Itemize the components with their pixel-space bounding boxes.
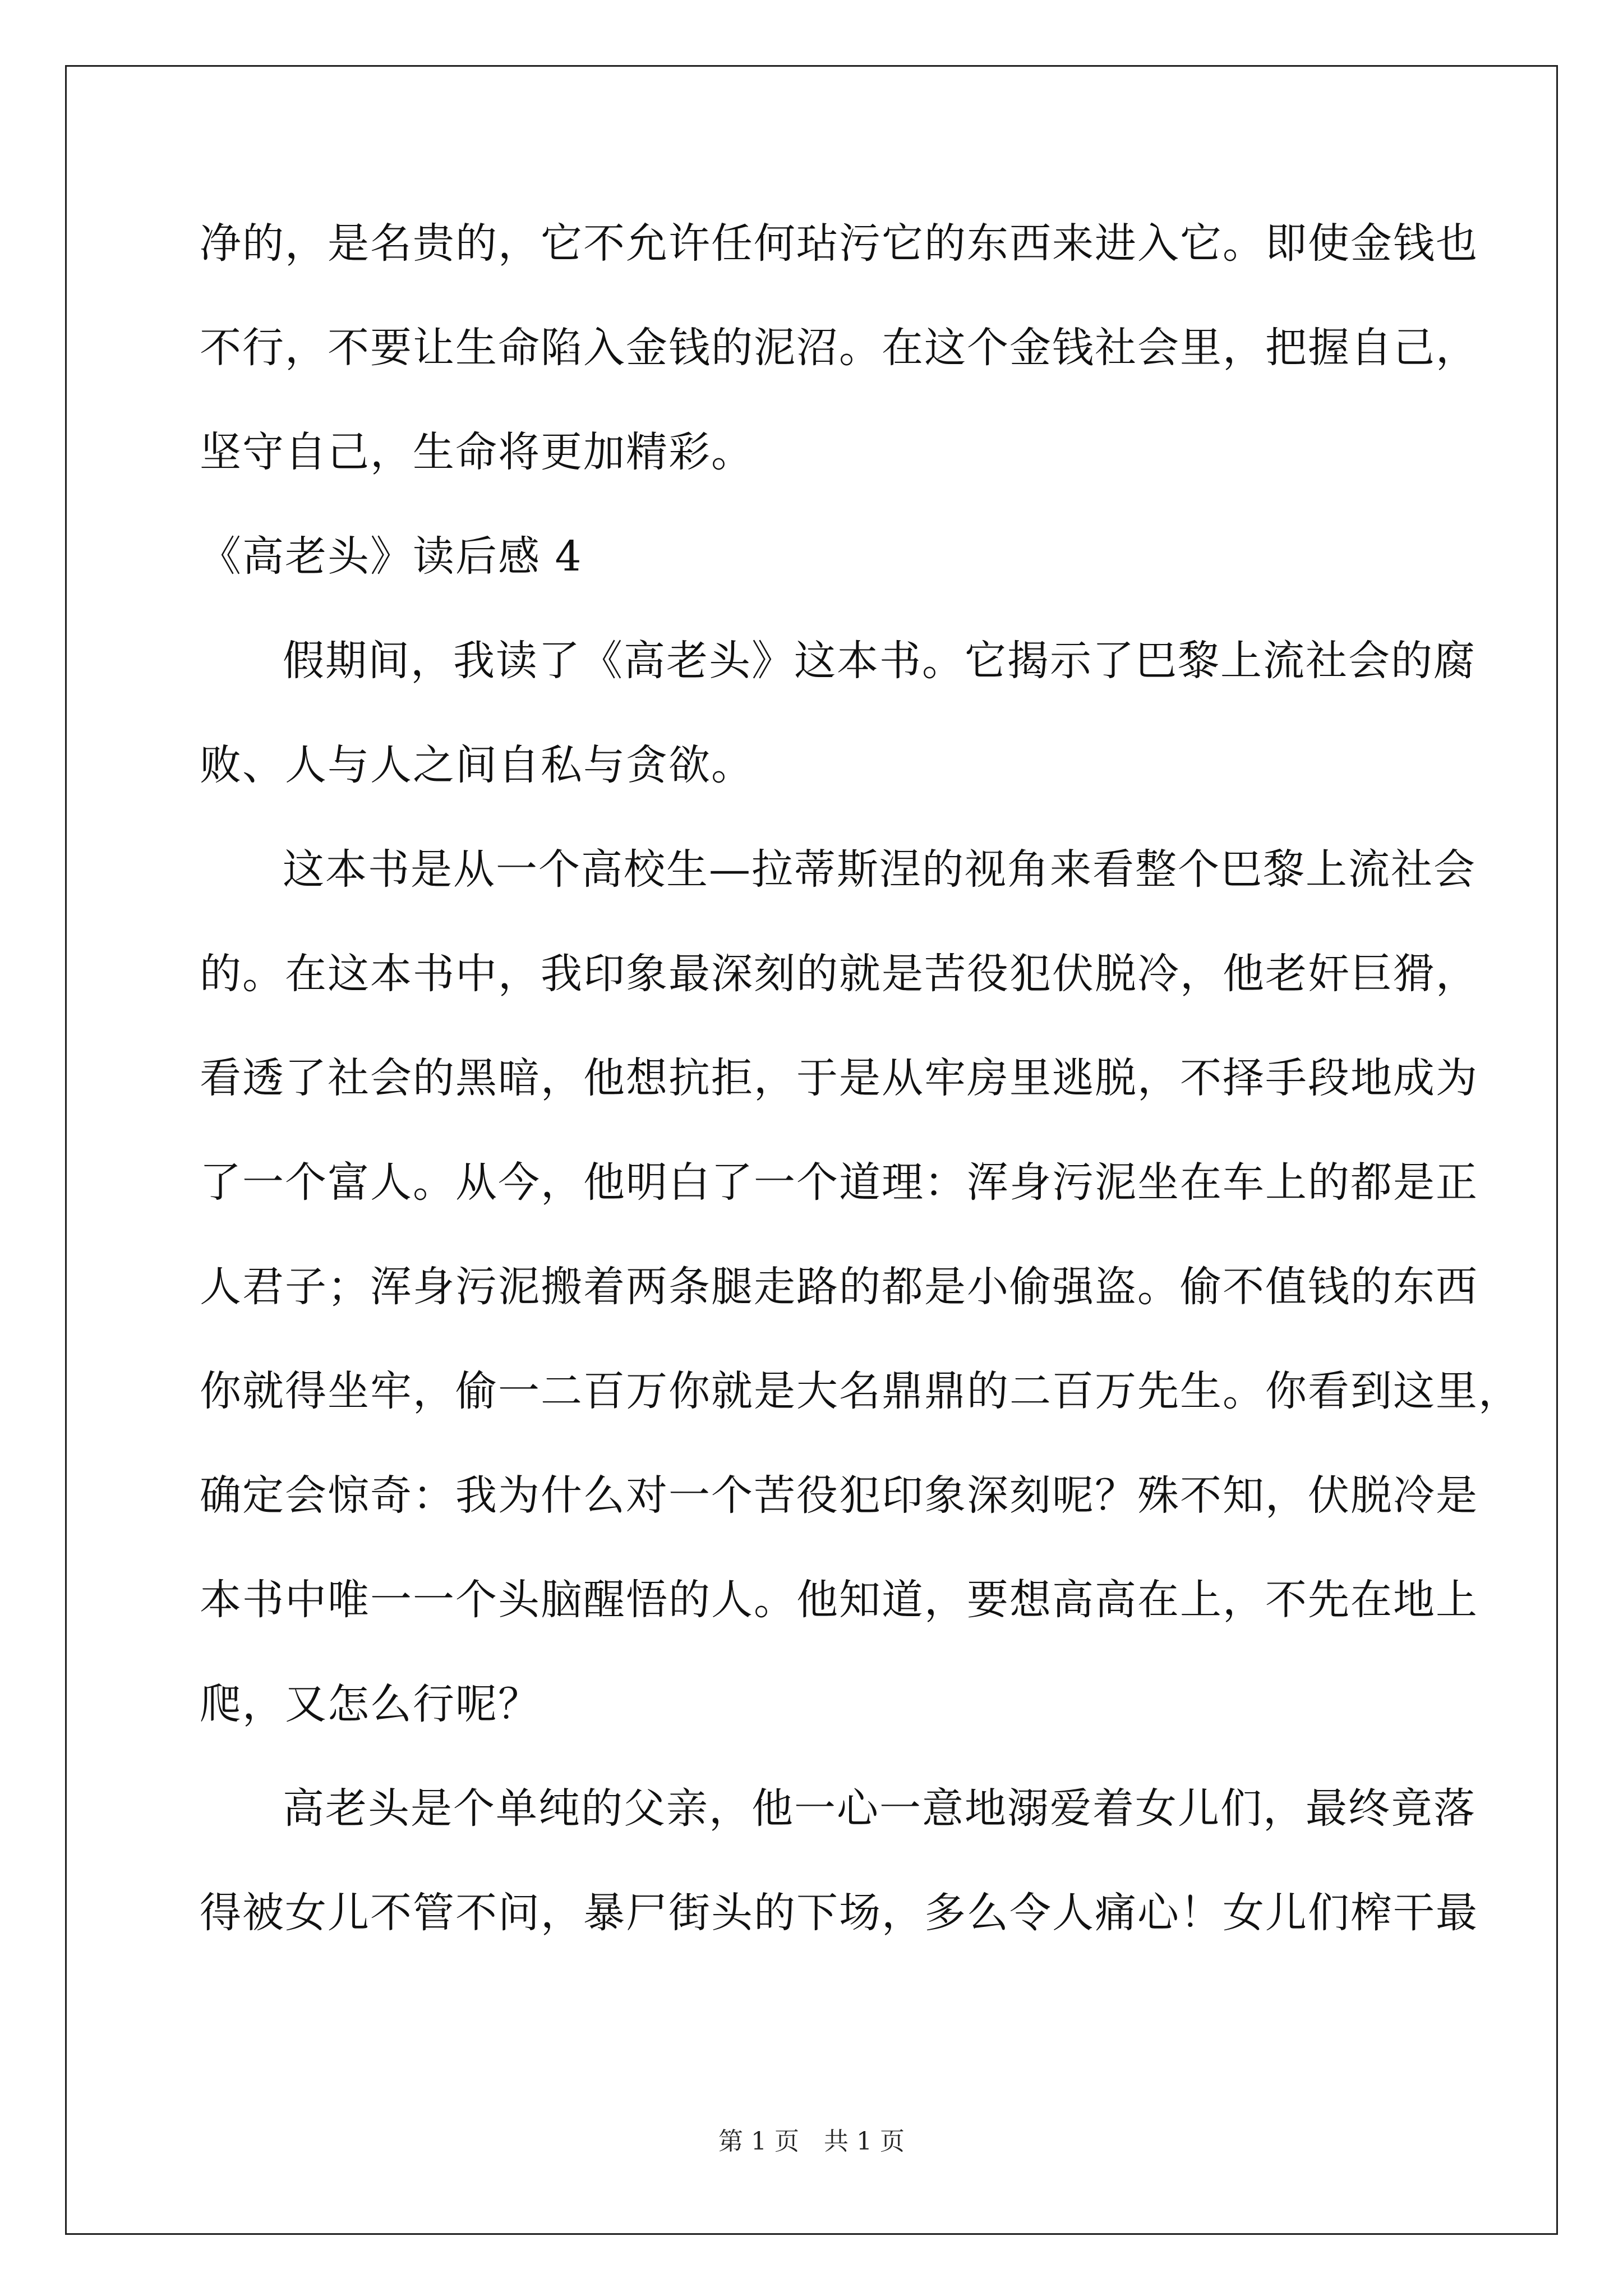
paragraph-line: 假期间，我读了《高老头》这本书。它揭示了巴黎上流社会的腐 (283, 637, 1476, 685)
paragraph-line: 不行，不要让生命陷入金钱的泥沼。在这个金钱社会里，把握自己， (200, 324, 1478, 372)
paragraph-line: 了一个富人。从今，他明白了一个道理：浑身污泥坐在车上的都是正 (200, 1158, 1478, 1207)
paragraph-line: 确定会惊奇：我为什么对一个苦役犯印象深刻呢？殊不知，伏脱冷是 (200, 1471, 1478, 1520)
paragraph-line: 本书中唯一一个头脑醒悟的人。他知道，要想高高在上，不先在地上 (200, 1576, 1478, 1624)
page-total: 共 1 页 (824, 2127, 905, 2156)
paragraph-line: 坚守自己，生命将更加精彩。 (200, 428, 754, 476)
paragraph-line: 败、人与人之间自私与贪欲。 (200, 741, 754, 789)
paragraph-line: 得被女儿不管不问，暴尸街头的下场，多么令人痛心！女儿们榨干最 (200, 1889, 1478, 1937)
paragraph-line: 看透了社会的黑暗，他想抗拒，于是从牢房里逃脱，不择手段地成为 (200, 1054, 1478, 1102)
section-heading: 《高老头》读后感 4 (200, 532, 583, 581)
paragraph-line: 爬，又怎么行呢？ (200, 1680, 541, 1728)
paragraph-line: 这本书是从一个高校生—拉蒂斯涅的视角来看整个巴黎上流社会 (283, 845, 1476, 894)
page-number: 第 1 页 (718, 2127, 799, 2156)
paragraph-line: 人君子；浑身污泥搬着两条腿走路的都是小偷强盗。偷不值钱的东西 (200, 1263, 1478, 1311)
paragraph-line: 的。在这本书中，我印象最深刻的就是苦役犯伏脱冷，他老奸巨猾， (200, 950, 1478, 998)
page-footer (0, 2125, 1623, 2159)
paragraph-line: 高老头是个单纯的父亲，他一心一意地溺爱着女儿们，最终竟落 (283, 1784, 1476, 1833)
paragraph-line: 你就得坐牢，偷一二百万你就是大名鼎鼎的二百万先生。你看到这里， (200, 1367, 1521, 1415)
paragraph-line: 净的，是名贵的，它不允许任何玷污它的东西来进入它。即使金钱也 (200, 219, 1478, 268)
